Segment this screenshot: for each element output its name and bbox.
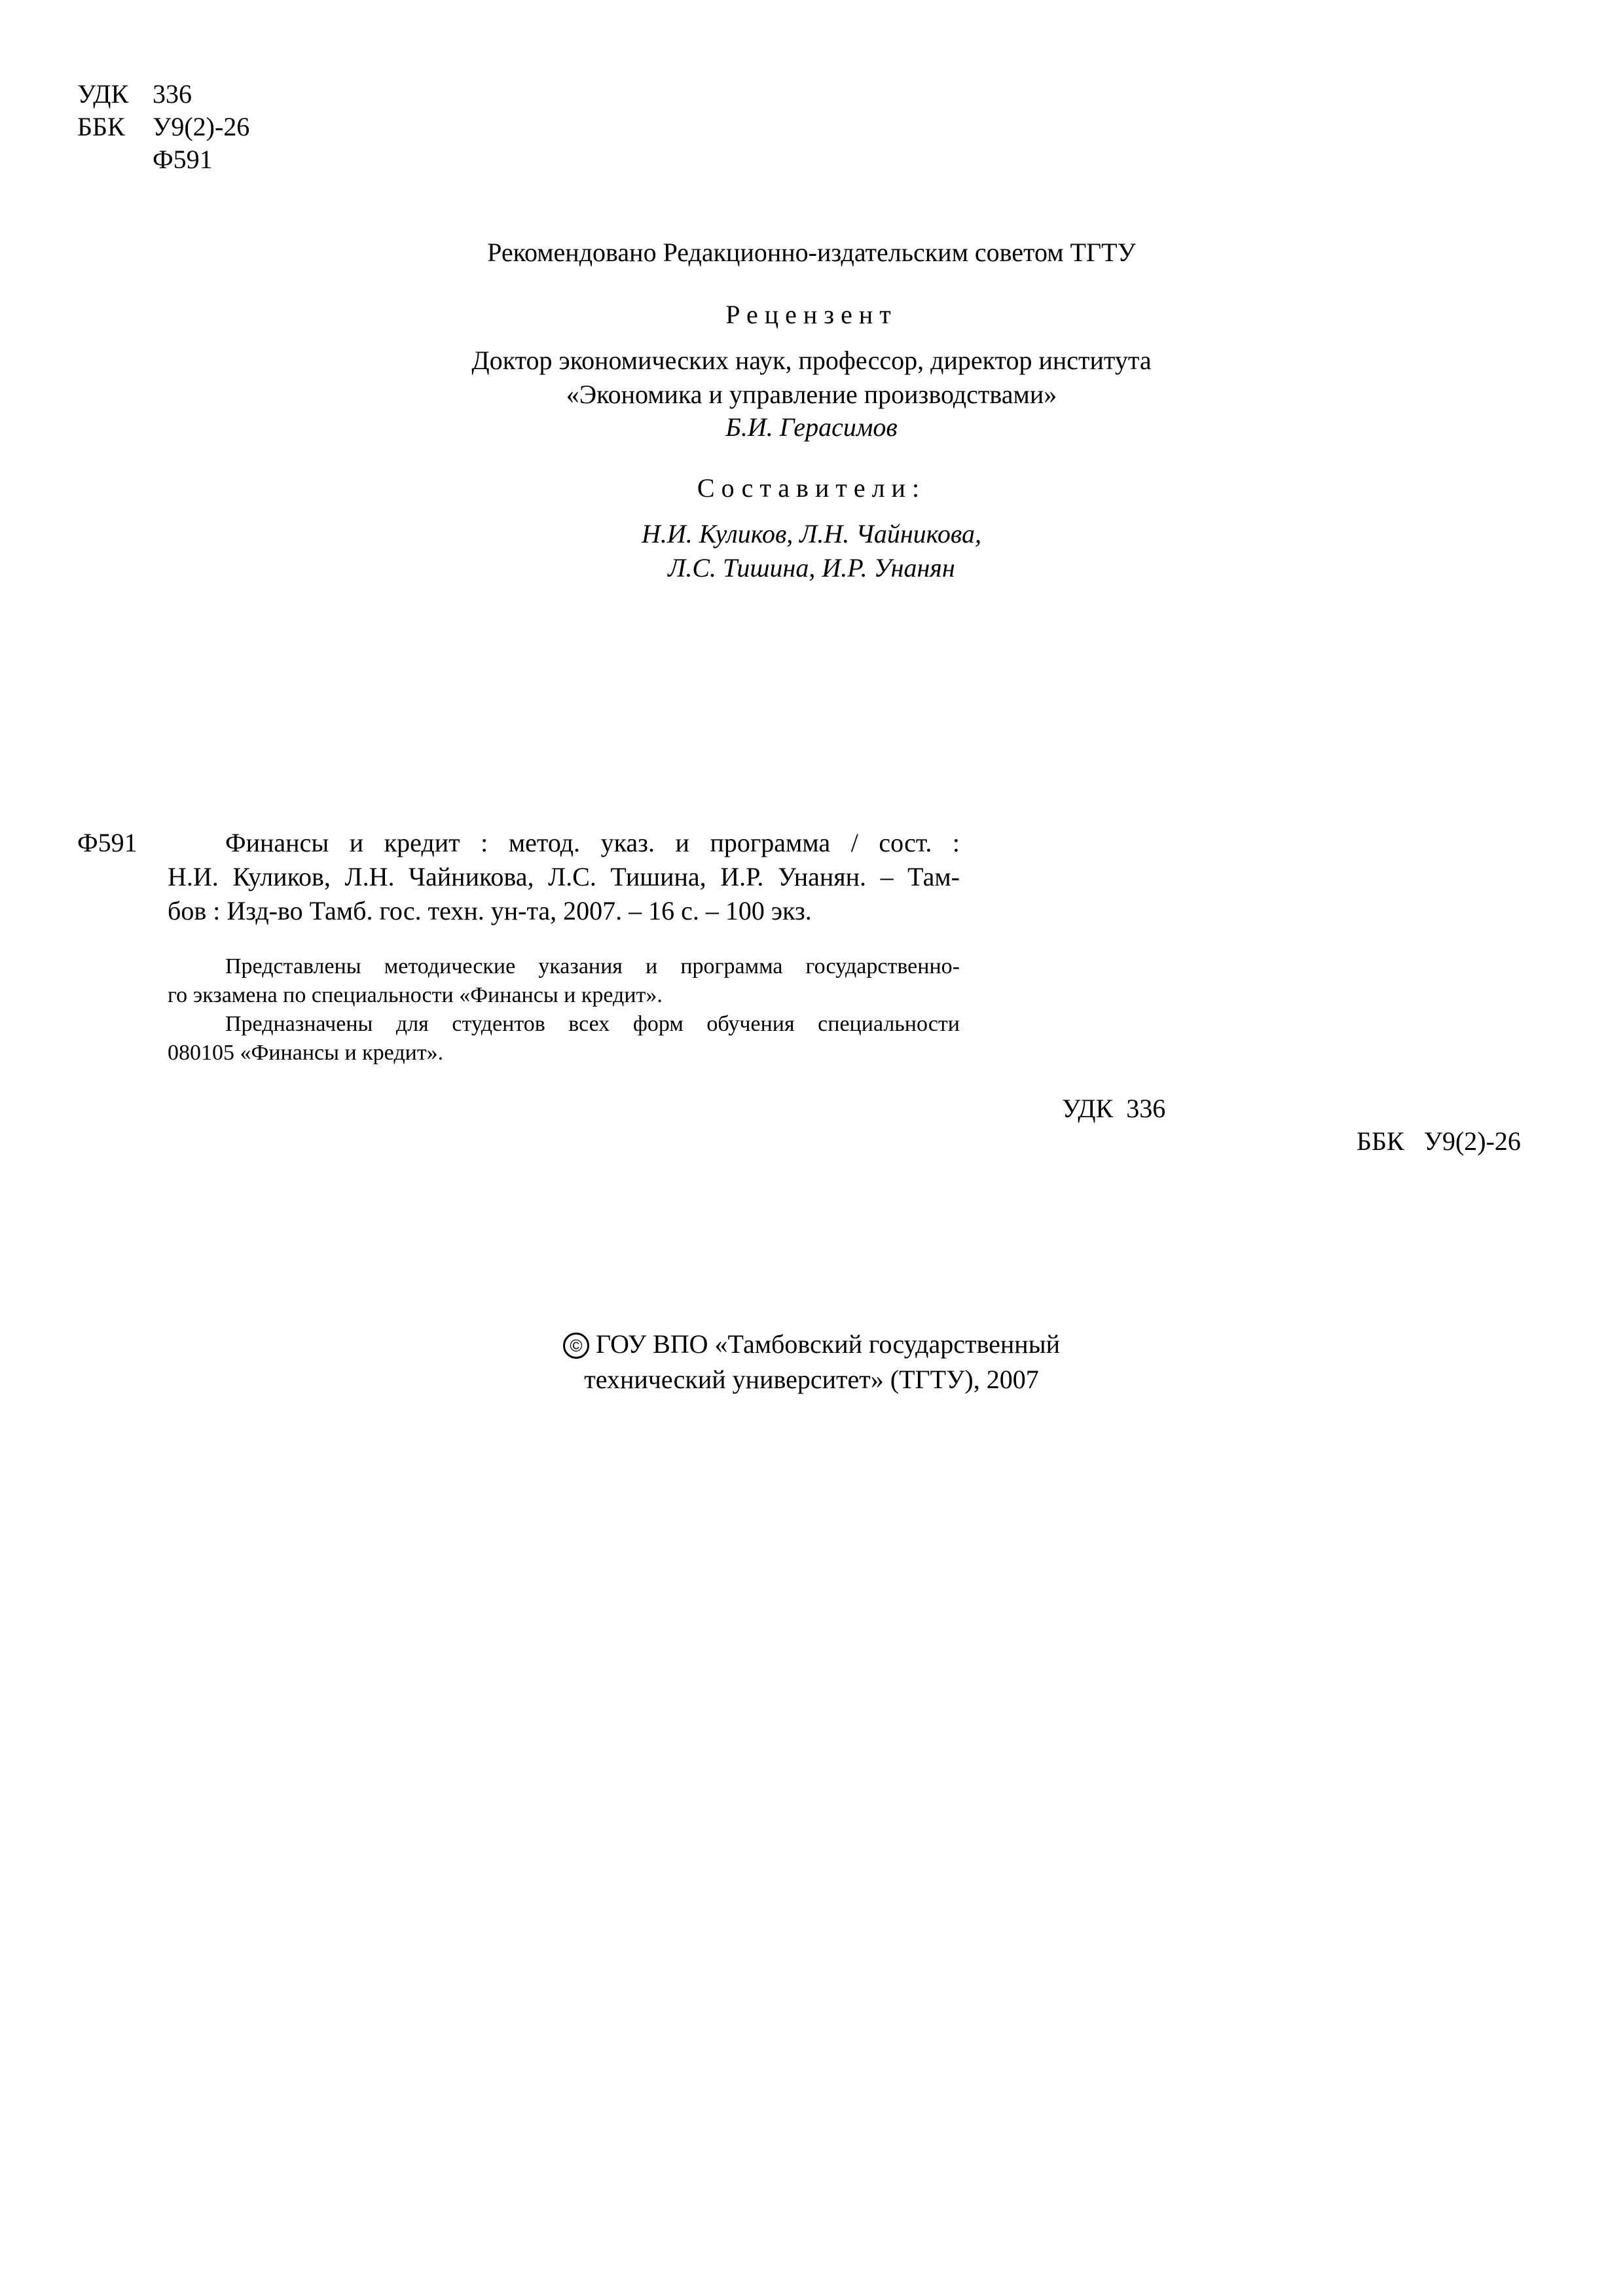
compilers-line-1: Н.И. Куликов, Л.Н. Чайникова, bbox=[642, 519, 981, 548]
reviewer-heading: Рецензент bbox=[725, 300, 898, 329]
bibliography-line: бов : Изд-во Тамб. гос. техн. ун-та, 2007. – 16 с. – 100 экз. bbox=[168, 896, 812, 925]
bibliography-code: Ф591 bbox=[77, 828, 137, 857]
annotation bbox=[168, 952, 960, 1067]
bbk-value: У9(2)-26 bbox=[153, 112, 250, 141]
author-mark: Ф591 bbox=[153, 145, 213, 174]
annotation-line: Предназначены для студентов всех форм обучения специальности bbox=[225, 1012, 960, 1036]
compilers-heading: Составители: bbox=[697, 473, 926, 503]
udk-value: 336 bbox=[153, 79, 192, 109]
annotation-line: Представлены методические указания и программа государственно- bbox=[225, 954, 960, 978]
udk-row bbox=[77, 77, 192, 111]
reviewer-name: Б.И. Герасимов bbox=[725, 412, 898, 442]
copyright-text-1: ГОУ ВПО «Тамбовский государственный bbox=[595, 1329, 1060, 1359]
compilers-line-2: Л.С. Тишина, И.Р. Унанян bbox=[668, 553, 955, 583]
bbk-key: ББК bbox=[77, 112, 125, 141]
footer-bbk: ББК У9(2)-26 bbox=[1357, 1126, 1521, 1156]
footer-udk: УДК 336 bbox=[1062, 1094, 1166, 1123]
bbk-row bbox=[77, 110, 249, 144]
reviewer-line-1: Доктор экономических наук, профессор, директор института bbox=[471, 346, 1152, 375]
bibliography-record bbox=[168, 826, 960, 928]
bibliography-line: Н.И. Куликов, Л.Н. Чайникова, Л.С. Тишина, И.Р. Унанян. – Там- bbox=[168, 862, 960, 891]
annotation-line: го экзамена по специальности «Финансы и кредит». bbox=[168, 983, 663, 1007]
bibliography-line: Финансы и кредит : метод. указ. и программа / сост. : bbox=[225, 828, 960, 857]
copyright-line-1 bbox=[0, 1327, 1623, 1361]
udk-key: УДК bbox=[77, 79, 129, 109]
reviewer-line-2: «Экономика и управление производствами» bbox=[566, 380, 1057, 409]
copyright-icon: © bbox=[563, 1333, 589, 1359]
copyright-line-2: технический университет» (ТГТУ), 2007 bbox=[584, 1365, 1039, 1394]
annotation-line: 080105 «Финансы и кредит». bbox=[168, 1041, 444, 1065]
recommendation: Рекомендовано Редакционно-издательским советом ТГТУ bbox=[487, 238, 1136, 267]
